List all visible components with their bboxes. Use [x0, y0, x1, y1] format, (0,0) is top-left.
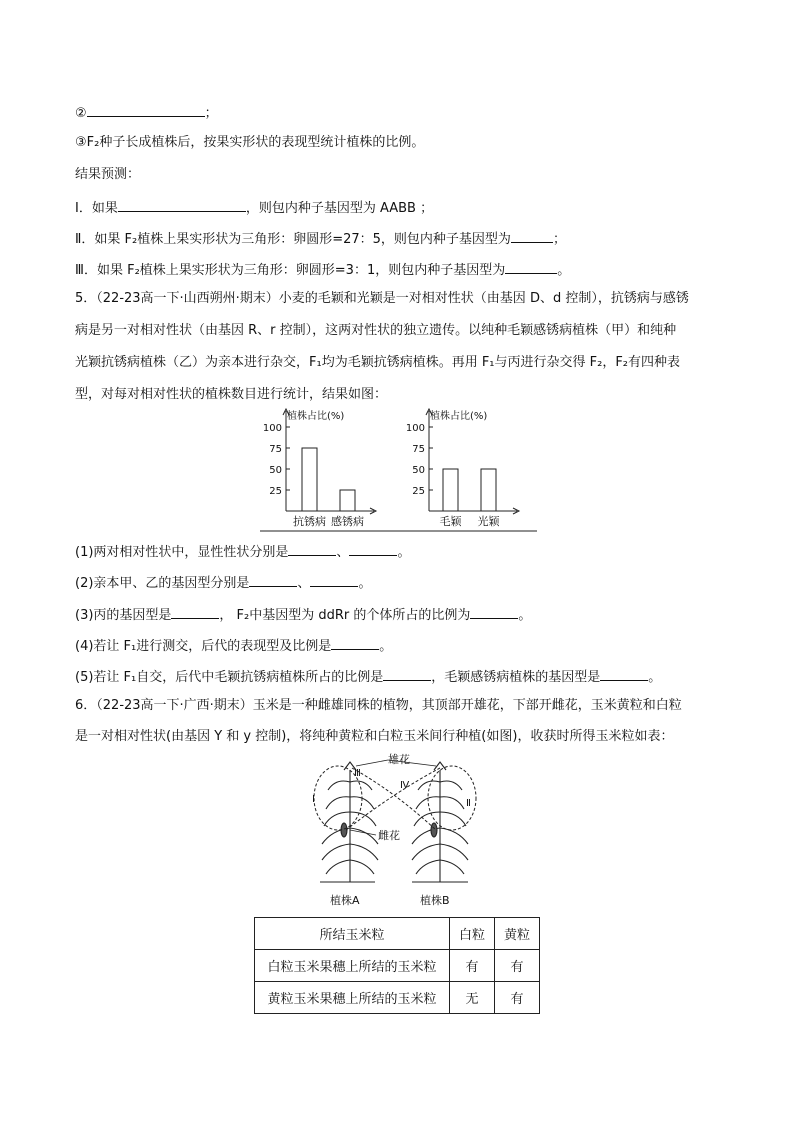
sep: 、 — [336, 545, 350, 560]
route-2-label: Ⅱ — [466, 798, 471, 809]
table-header-row — [255, 918, 540, 950]
corn-kernel-table — [254, 917, 540, 1014]
table-cell: 白粒玉米果穗上所结的玉米粒 — [255, 950, 450, 982]
punct: ； — [204, 106, 218, 121]
blank — [288, 541, 336, 556]
table-cell: 黄粒玉米果穗上所结的玉米粒 — [255, 982, 450, 1014]
y-axis-label: 植株占比(%) — [287, 411, 345, 422]
blank — [87, 102, 205, 117]
table-header: 所结玉米粒 — [255, 918, 450, 950]
blank — [383, 666, 431, 681]
route-3-label: Ⅲ — [354, 768, 361, 779]
q5-sub-1 — [75, 541, 410, 562]
female-flower-label: 雌花 — [378, 829, 400, 842]
plant-b — [412, 762, 468, 882]
blank — [505, 259, 557, 274]
bar-charts-svg — [255, 405, 545, 533]
prediction-3 — [75, 259, 570, 280]
prediction-3-suffix: 。 — [557, 263, 571, 278]
x-tick-label: 毛颖 — [439, 515, 462, 528]
q5-sub-5 — [75, 666, 661, 687]
bar — [340, 490, 355, 511]
q5-sub-5-text-b: ，毛颖感锈病植株的基因型是 — [431, 670, 601, 685]
y-tick-label: 75 — [269, 444, 282, 455]
answer-line-2 — [75, 102, 218, 123]
sep: 、 — [297, 576, 311, 591]
bar — [302, 448, 317, 511]
male-flower-label: 雄花 — [388, 753, 410, 766]
q5-sub-1-text: (1)两对相对性状中，显性性状分别是 — [75, 545, 289, 560]
q5-line-4: 型，对每对相对性状的植株数目进行统计，结果如图： — [75, 387, 388, 402]
bar — [481, 469, 496, 511]
q5-sub-4 — [75, 635, 392, 656]
blank — [171, 604, 219, 619]
blank — [600, 666, 648, 681]
step-3-text: ③F₂种子长成植株后，按果实形状的表现型统计植株的比例。 — [75, 135, 425, 150]
table-cell: 有 — [495, 982, 540, 1014]
q5-sub-2-text: (2)亲本甲、乙的基因型分别是 — [75, 576, 250, 591]
q5-sub-3-text-b: ， F₂中基因型为 ddRr 的个体所占的比例为 — [219, 608, 471, 623]
table-cell: 有 — [450, 950, 495, 982]
end: 。 — [397, 545, 411, 560]
blank — [310, 572, 358, 587]
table-header: 白粒 — [450, 918, 495, 950]
blank — [118, 197, 246, 212]
route-1-label: Ⅰ — [312, 794, 315, 805]
y-tick-label: 50 — [269, 465, 282, 476]
blank — [511, 228, 553, 243]
y-tick-label: 100 — [262, 423, 282, 434]
corn-planting-figure — [300, 752, 500, 912]
prediction-1 — [75, 197, 433, 218]
y-tick-label: 50 — [412, 465, 425, 476]
q5-line-2: 病是另一对相对性状（由基因 R、r 控制），这两对性状的独立遗传。以纯种毛颖感锈病植株（甲）和纯种 — [75, 323, 677, 338]
table-row — [255, 982, 540, 1014]
result-prediction-label: 结果预测： — [75, 167, 141, 182]
plant-b-label: 植株B — [420, 894, 450, 907]
blank — [470, 604, 518, 619]
prediction-1-suffix: ，则包内种子基因型为 AABB ； — [245, 201, 434, 216]
q6-line-2: 是一对相对性状(由基因 Y 和 y 控制)，将纯种黄粒和白粒玉米间行种植(如图)，收获时所得玉米粒如表： — [75, 729, 674, 744]
y-tick-label: 75 — [412, 444, 425, 455]
q5-sub-5-text-a: (5)若让 F₁自交，后代中毛颖抗锈病植株所占的比例是 — [75, 670, 384, 685]
table-header: 黄粒 — [495, 918, 540, 950]
q5-line-3: 光颖抗锈病植株（乙）为亲本进行杂交，F₁均为毛颖抗锈病植株。再用 F₁与丙进行杂交得 F₂，F₂有四种表 — [75, 355, 681, 370]
prediction-2-prefix: Ⅱ．如果 F₂植株上果实形状为三角形：卵圆形=27：5，则包内种子基因型为 — [75, 232, 511, 247]
y-tick-label: 25 — [412, 486, 425, 497]
plant-a-label: 植株A — [330, 894, 360, 907]
y-tick-label: 100 — [405, 423, 425, 434]
table-row — [255, 950, 540, 982]
q5-line-1: 5．（22-23高一下·山西朔州·期末）小麦的毛颖和光颖是一对相对性状（由基因 D、d 控制），抗锈病与感锈 — [75, 291, 689, 306]
q6-line-1: 6．（22-23高一下·广西·期末）玉米是一种雌雄同株的植物，其顶部开雄花，下部开雌花，玉米黄粒和白粒 — [75, 698, 682, 713]
circled-2: ② — [75, 106, 87, 121]
y-tick-label: 25 — [269, 486, 282, 497]
table-cell: 无 — [450, 982, 495, 1014]
end: 。 — [648, 670, 662, 685]
prediction-3-prefix: Ⅲ．如果 F₂植株上果实形状为三角形：卵圆形=3：1，则包内种子基因型为 — [75, 263, 506, 278]
corn-figure-svg — [300, 752, 500, 912]
q5-bar-charts — [255, 405, 545, 533]
x-tick-label: 感锈病 — [331, 515, 364, 528]
x-tick-label: 光颖 — [477, 515, 500, 528]
blank — [349, 541, 397, 556]
bar — [443, 469, 458, 511]
x-tick-label: 抗锈病 — [293, 515, 326, 528]
q5-sub-3-text-a: (3)丙的基因型是 — [75, 608, 172, 623]
plant-a — [322, 762, 378, 882]
q5-sub-2 — [75, 572, 371, 593]
end: 。 — [358, 576, 372, 591]
route-4-label: Ⅳ — [400, 780, 410, 791]
blank — [331, 635, 379, 650]
end: 。 — [518, 608, 532, 623]
q5-sub-3 — [75, 604, 531, 625]
q5-sub-4-text: (4)若让 F₁进行测交，后代的表现型及比例是 — [75, 639, 332, 654]
y-axis-label: 植株占比(%) — [430, 411, 488, 422]
end: 。 — [379, 639, 393, 654]
prediction-2-suffix: ； — [552, 232, 566, 247]
prediction-1-prefix: Ⅰ．如果 — [75, 201, 118, 216]
blank — [249, 572, 297, 587]
prediction-2 — [75, 228, 566, 249]
table-cell: 有 — [495, 950, 540, 982]
